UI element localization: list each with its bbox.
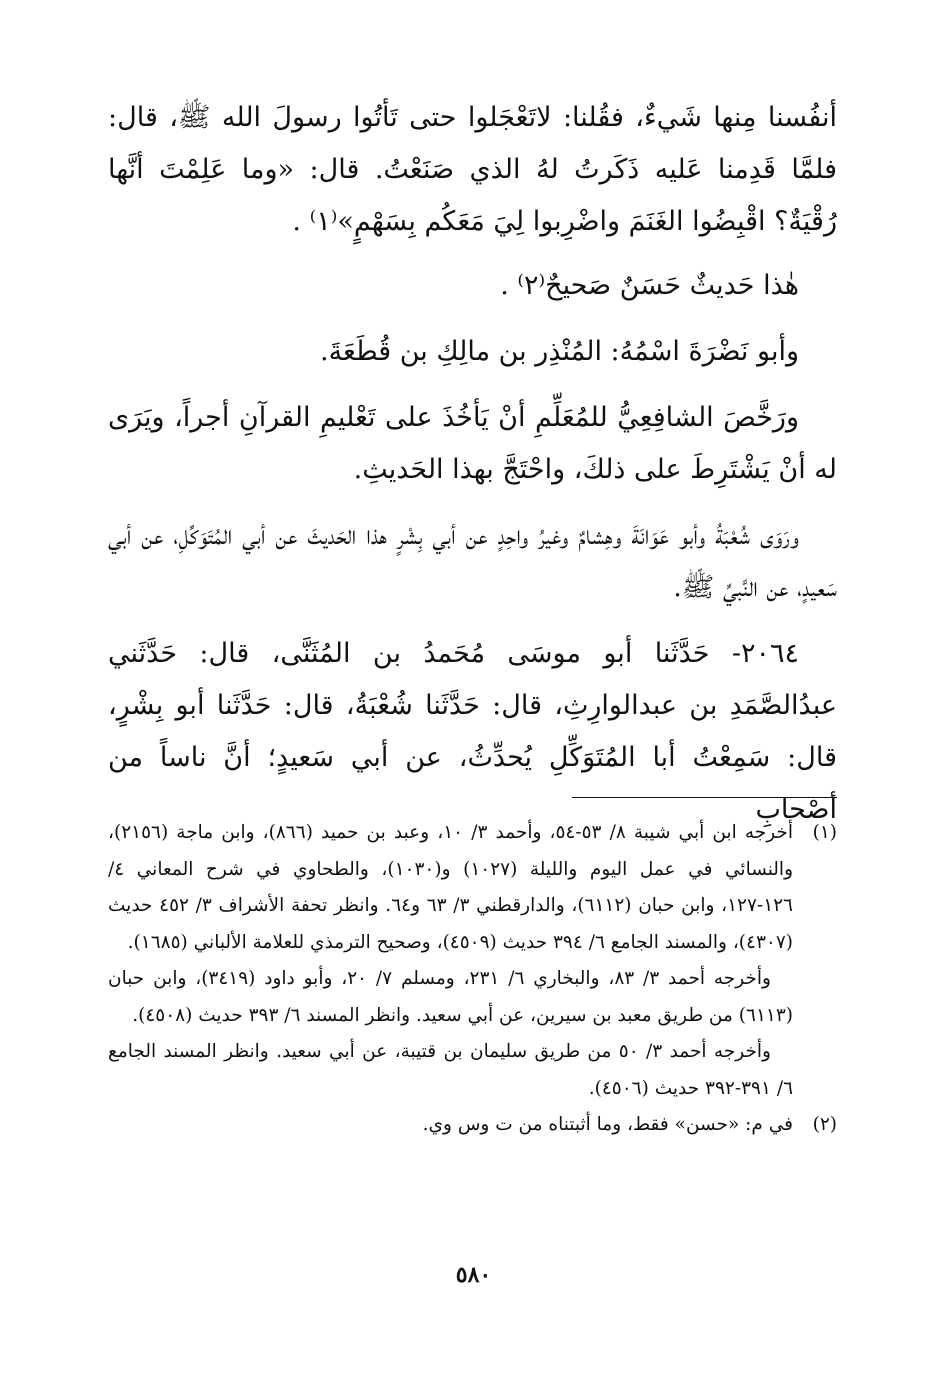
narrator-name-paragraph: وأبو نَضْرَةَ اسْمُهُ: المُنْذِر بن مالِكِ بن قُطَعَةَ.	[320, 336, 799, 367]
grading-paragraph: هٰذا حَديثٌ حَسَنٌ صَحيحٌ⁽٢⁾ .	[500, 270, 799, 301]
footnote-1-text-a: أخرجه ابن أبي شيبة ٨/ ٥٣-٥٤، وأحمد ٣/ ١٠، وعبد بن حميد (٨٦٦)، وابن ماجة (٢١٥٦)، والنسائي في عمل اليوم والليلة (١٠٢٧) و(١٠٣٠)، والطحاوي في شرح المعاني ٤/ ١٢٦-١٢٧، وابن حبان (٦١١٢)، والدارقطني ٣/ ٦٣ و٦٤. وانظر تحفة الأشراف ٣/ ٤٥٢ حديث (٤٣٠٧)، والمسند الجامع ٦/ ٣٩٤ حديث (٤٥٠٩)، وصحيح الترمذي للعلامة الألباني (١٦٨٥).	[108, 822, 793, 953]
other-narrations-paragraph: ورَوَى شُعْبَةُ وأبو عَوَانَةَ وهِشامٌ وغيرُ واحِدٍ عن أبي بِشْرٍ هذا الحَديثَ عن أبي المُتَوَكِّلِ، عن أبي سَعيدٍ، عن النَّبيِّ ﷺ.	[108, 520, 837, 603]
footnote-2-text: في م: «حسن» فقط، وما أثبتناه من ت وس وي.	[422, 1114, 793, 1135]
hadith-2064-paragraph: ٢٠٦٤- حَدَّثَنا أبو موسَى مُحَمدُ بن المُثَنَّى، قال: حَدَّثَني عبدُالصَّمَدِ بن عبدالوارِثِ، قال: حَدَّثَنا شُعْبَةُ، قال: حَدَّثَنا أبو بِشْرٍ، قال: سَمِعْتُ أبا المُتَوَكِّلِ يُحدِّثُ، عن أبي سَعيدٍ؛ أنَّ ناساً من أصْحابِ	[108, 638, 837, 825]
main-text	[108, 92, 837, 836]
footnote-2-number: (٢)	[812, 1114, 837, 1135]
footnote-1-text-c: وأخرجه أحمد ٣/ ٥٠ من طريق سليمان بن قتيبة، عن أبي سعيد. وانظر المسند الجامع ٦/ ٣٩١-٣٩٢ حديث (٤٥٠٦).	[108, 1041, 793, 1099]
footnote-1-text-b: وأخرجه أحمد ٣/ ٨٣، والبخاري ٦/ ٢٣١، ومسلم ٧/ ٢٠، وأبو داود (٣٤١٩)، وابن حبان (٦١١٣) من طريق معبد بن سيرين، عن أبي سعيد. وانظر المسند ٦/ ٣٩٣ حديث (٤٥٠٨).	[108, 968, 793, 1026]
footnote-1	[108, 815, 837, 961]
footnote-separator	[572, 797, 837, 798]
footnote-1-number: (١)	[812, 822, 837, 843]
footnote-1-continuation	[108, 961, 837, 1107]
footnote-2	[108, 1107, 837, 1144]
hadith-continuation-paragraph: أنفُسنا مِنها شَيءٌ، فقُلنا: لاتَعْجَلوا حتى تَأتُوا رسولَ الله ﷺ، قال: فلمَّا قَدِمنا عَليه ذَكَرتُ لهُ الذي صَنَعْتُ. قال: «وما عَلِمْتَ أنَّها رُقْيَةٌ؟ اقْبِضُوا الغَنَمَ واضْرِبوا لِيَ مَعَكُم بِسَهْمٍ»⁽١⁾ .	[108, 102, 837, 237]
shafii-opinion-paragraph: ورَخَّصَ الشافِعِيُّ للمُعَلِّمِ أنْ يَأخُذَ على تَعْليمِ القرآنِ أجراً، ويَرَى له أنْ يَشْتَرِطَ على ذلكَ، واحْتَجَّ بهذا الحَديثِ.	[108, 402, 837, 485]
page-number: ٥٨٠	[455, 1262, 492, 1288]
footnotes	[108, 815, 837, 1144]
